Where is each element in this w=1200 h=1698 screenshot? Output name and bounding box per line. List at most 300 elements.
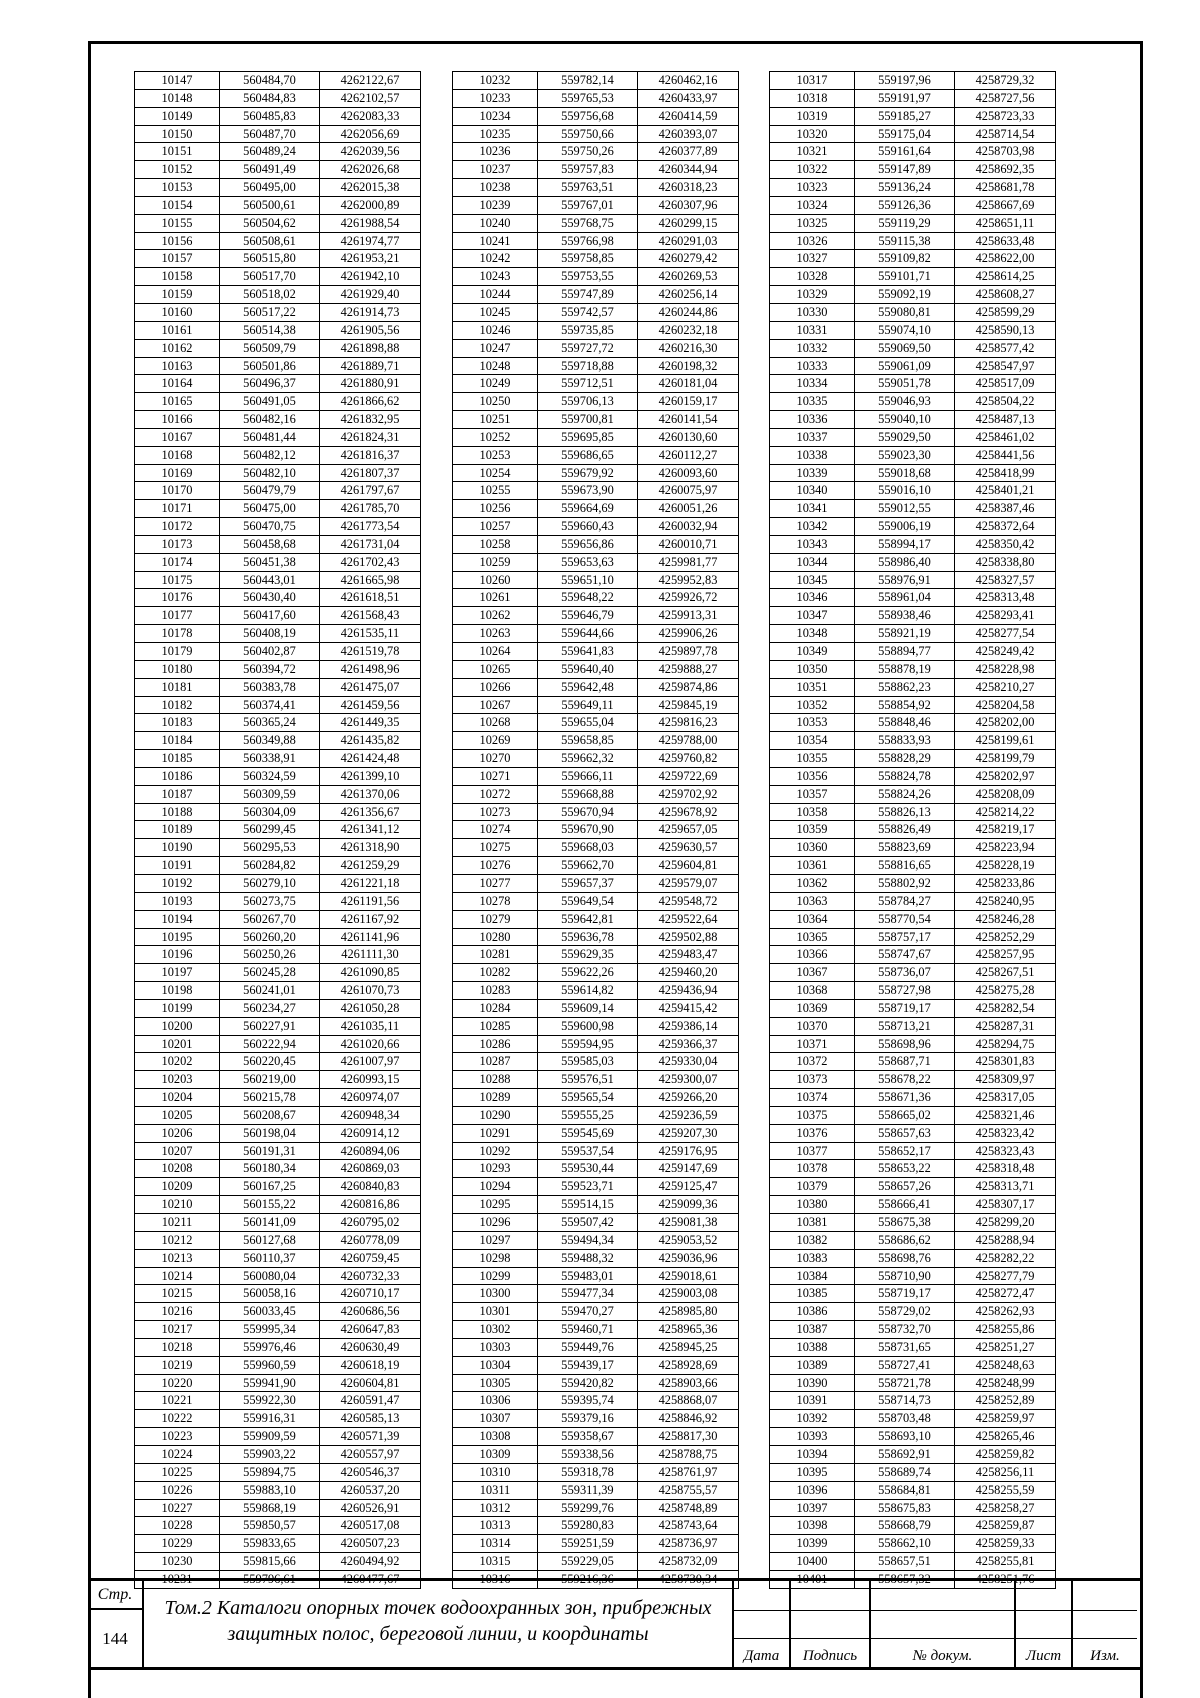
x-coordinate-cell: 558710,90 [855, 1267, 955, 1285]
point-number-cell: 10147 [135, 72, 220, 90]
point-number-cell: 10398 [770, 1517, 855, 1535]
point-number-cell: 10157 [135, 250, 220, 268]
x-coordinate-cell: 559712,51 [538, 375, 638, 393]
table-row [135, 678, 421, 696]
point-number-cell: 10246 [453, 321, 538, 339]
y-coordinate-cell: 4260571,39 [320, 1428, 421, 1446]
y-coordinate-cell: 4258313,71 [955, 1178, 1056, 1196]
x-coordinate-cell: 559115,38 [855, 232, 955, 250]
y-coordinate-cell: 4258248,63 [955, 1356, 1056, 1374]
y-coordinate-cell: 4261535,11 [320, 625, 421, 643]
y-coordinate-cell: 4260232,18 [638, 321, 739, 339]
x-coordinate-cell: 558824,26 [855, 785, 955, 803]
point-number-cell: 10289 [453, 1089, 538, 1107]
x-coordinate-cell: 560260,20 [220, 928, 320, 946]
y-coordinate-cell: 4258255,81 [955, 1553, 1056, 1571]
point-number-cell: 10375 [770, 1106, 855, 1124]
table-row [135, 1392, 421, 1410]
y-coordinate-cell: 4258307,17 [955, 1196, 1056, 1214]
x-coordinate-cell: 559185,27 [855, 107, 955, 125]
y-coordinate-cell: 4261824,31 [320, 428, 421, 446]
point-number-cell: 10154 [135, 196, 220, 214]
y-coordinate-cell: 4260630,49 [320, 1338, 421, 1356]
y-coordinate-cell: 4261020,66 [320, 1035, 421, 1053]
table-row [453, 999, 739, 1017]
x-coordinate-cell: 560430,40 [220, 589, 320, 607]
x-coordinate-cell: 559657,37 [538, 874, 638, 892]
y-coordinate-cell: 4258985,80 [638, 1303, 739, 1321]
point-number-cell: 10331 [770, 321, 855, 339]
x-coordinate-cell: 559662,32 [538, 750, 638, 768]
table-row [453, 214, 739, 232]
y-coordinate-cell: 4259436,94 [638, 982, 739, 1000]
table-row [135, 750, 421, 768]
point-number-cell: 10299 [453, 1267, 538, 1285]
table-row [770, 1142, 1056, 1160]
point-number-cell: 10367 [770, 964, 855, 982]
table-row [135, 946, 421, 964]
point-number-cell: 10219 [135, 1356, 220, 1374]
table-row [135, 607, 421, 625]
table-row [770, 500, 1056, 518]
table-row [135, 1481, 421, 1499]
y-coordinate-cell: 4258259,97 [955, 1410, 1056, 1428]
table-row [770, 1392, 1056, 1410]
table-row [453, 643, 739, 661]
table-row [135, 464, 421, 482]
x-coordinate-cell: 559641,83 [538, 643, 638, 661]
y-coordinate-cell: 4260647,83 [320, 1321, 421, 1339]
y-coordinate-cell: 4261070,73 [320, 982, 421, 1000]
point-number-cell: 10288 [453, 1071, 538, 1089]
y-coordinate-cell: 4261988,54 [320, 214, 421, 232]
point-number-cell: 10347 [770, 607, 855, 625]
x-coordinate-cell: 559600,98 [538, 1017, 638, 1035]
point-number-cell: 10186 [135, 767, 220, 785]
point-number-cell: 10311 [453, 1481, 538, 1499]
y-coordinate-cell: 4258748,89 [638, 1499, 739, 1517]
table-row [770, 339, 1056, 357]
table-row [770, 625, 1056, 643]
table-row [770, 643, 1056, 661]
y-coordinate-cell: 4261341,12 [320, 821, 421, 839]
point-number-cell: 10297 [453, 1231, 538, 1249]
x-coordinate-cell: 559767,01 [538, 196, 638, 214]
y-coordinate-cell: 4260816,86 [320, 1196, 421, 1214]
x-coordinate-cell: 559833,65 [220, 1535, 320, 1553]
page-number: 144 [88, 1610, 144, 1667]
table-row [453, 286, 739, 304]
x-coordinate-cell: 560489,24 [220, 143, 320, 161]
x-coordinate-cell: 559679,92 [538, 464, 638, 482]
y-coordinate-cell: 4261773,54 [320, 518, 421, 536]
table-row [453, 607, 739, 625]
y-coordinate-cell: 4258318,48 [955, 1160, 1056, 1178]
table-row [135, 1445, 421, 1463]
y-coordinate-cell: 4259816,23 [638, 714, 739, 732]
table-row [453, 1392, 739, 1410]
point-number-cell: 10232 [453, 72, 538, 90]
point-number-cell: 10379 [770, 1178, 855, 1196]
x-coordinate-cell: 559477,34 [538, 1285, 638, 1303]
table-row [135, 1071, 421, 1089]
y-coordinate-cell: 4259657,05 [638, 821, 739, 839]
point-number-cell: 10227 [135, 1499, 220, 1517]
x-coordinate-cell: 560417,60 [220, 607, 320, 625]
point-number-cell: 10208 [135, 1160, 220, 1178]
point-number-cell: 10377 [770, 1142, 855, 1160]
point-number-cell: 10191 [135, 857, 220, 875]
point-number-cell: 10360 [770, 839, 855, 857]
table-row [453, 946, 739, 964]
y-coordinate-cell: 4260414,59 [638, 107, 739, 125]
y-coordinate-cell: 4259330,04 [638, 1053, 739, 1071]
point-number-cell: 10199 [135, 999, 220, 1017]
x-coordinate-cell: 558698,76 [855, 1249, 955, 1267]
point-number-cell: 10332 [770, 339, 855, 357]
table-row [770, 553, 1056, 571]
x-coordinate-cell: 560155,22 [220, 1196, 320, 1214]
table-row [135, 1249, 421, 1267]
table-row [135, 857, 421, 875]
point-number-cell: 10155 [135, 214, 220, 232]
y-coordinate-cell: 4258204,58 [955, 696, 1056, 714]
point-number-cell: 10298 [453, 1249, 538, 1267]
table-row [770, 518, 1056, 536]
y-coordinate-cell: 4258210,27 [955, 678, 1056, 696]
x-coordinate-cell: 558770,54 [855, 910, 955, 928]
x-coordinate-cell: 559594,95 [538, 1035, 638, 1053]
y-coordinate-cell: 4261785,70 [320, 500, 421, 518]
table-row [135, 428, 421, 446]
y-coordinate-cell: 4260112,27 [638, 446, 739, 464]
point-number-cell: 10230 [135, 1553, 220, 1571]
table-row [770, 874, 1056, 892]
table-row [453, 1124, 739, 1142]
table-row [770, 89, 1056, 107]
table-row [770, 767, 1056, 785]
y-coordinate-cell: 4262039,56 [320, 143, 421, 161]
table-row [770, 1499, 1056, 1517]
y-coordinate-cell: 4260759,45 [320, 1249, 421, 1267]
x-coordinate-cell: 558692,91 [855, 1445, 955, 1463]
point-number-cell: 10378 [770, 1160, 855, 1178]
table-row [135, 161, 421, 179]
point-number-cell: 10166 [135, 411, 220, 429]
point-number-cell: 10149 [135, 107, 220, 125]
y-coordinate-cell: 4258248,99 [955, 1374, 1056, 1392]
x-coordinate-cell: 559046,93 [855, 393, 955, 411]
y-coordinate-cell: 4258928,69 [638, 1356, 739, 1374]
x-coordinate-cell: 558675,83 [855, 1499, 955, 1517]
point-number-cell: 10393 [770, 1428, 855, 1446]
y-coordinate-cell: 4262015,38 [320, 179, 421, 197]
y-coordinate-cell: 4258965,36 [638, 1321, 739, 1339]
y-coordinate-cell: 4258259,33 [955, 1535, 1056, 1553]
table-row [770, 1178, 1056, 1196]
table-row [770, 1285, 1056, 1303]
y-coordinate-cell: 4258327,57 [955, 571, 1056, 589]
y-coordinate-cell: 4260344,94 [638, 161, 739, 179]
y-coordinate-cell: 4260244,86 [638, 303, 739, 321]
point-number-cell: 10248 [453, 357, 538, 375]
x-coordinate-cell: 559470,27 [538, 1303, 638, 1321]
point-number-cell: 10252 [453, 428, 538, 446]
y-coordinate-cell: 4260075,97 [638, 482, 739, 500]
table-row [453, 303, 739, 321]
y-coordinate-cell: 4260710,17 [320, 1285, 421, 1303]
point-number-cell: 10381 [770, 1214, 855, 1232]
y-coordinate-cell: 4259548,72 [638, 892, 739, 910]
x-coordinate-cell: 559646,79 [538, 607, 638, 625]
point-number-cell: 10224 [135, 1445, 220, 1463]
y-coordinate-cell: 4258504,22 [955, 393, 1056, 411]
point-number-cell: 10372 [770, 1053, 855, 1071]
x-coordinate-cell: 559023,30 [855, 446, 955, 464]
table-row [453, 714, 739, 732]
point-number-cell: 10272 [453, 785, 538, 803]
y-coordinate-cell: 4258293,41 [955, 607, 1056, 625]
table-row [135, 1303, 421, 1321]
point-number-cell: 10396 [770, 1481, 855, 1499]
table-row [453, 1071, 739, 1089]
x-coordinate-cell: 558986,40 [855, 553, 955, 571]
y-coordinate-cell: 4258338,80 [955, 553, 1056, 571]
y-coordinate-cell: 4258249,42 [955, 643, 1056, 661]
table-row [453, 874, 739, 892]
x-coordinate-cell: 559507,42 [538, 1214, 638, 1232]
x-coordinate-cell: 558713,21 [855, 1017, 955, 1035]
table-row [453, 464, 739, 482]
point-number-cell: 10190 [135, 839, 220, 857]
point-number-cell: 10229 [135, 1535, 220, 1553]
table-row [453, 107, 739, 125]
y-coordinate-cell: 4259874,86 [638, 678, 739, 696]
point-number-cell: 10318 [770, 89, 855, 107]
point-number-cell: 10335 [770, 393, 855, 411]
y-coordinate-cell: 4261435,82 [320, 732, 421, 750]
x-coordinate-cell: 559080,81 [855, 303, 955, 321]
x-coordinate-cell: 558894,77 [855, 643, 955, 661]
x-coordinate-cell: 560349,88 [220, 732, 320, 750]
x-coordinate-cell: 560491,49 [220, 161, 320, 179]
table-row [453, 928, 739, 946]
x-coordinate-cell: 559514,15 [538, 1196, 638, 1214]
point-number-cell: 10201 [135, 1035, 220, 1053]
y-coordinate-cell: 4258817,30 [638, 1428, 739, 1446]
y-coordinate-cell: 4261050,28 [320, 999, 421, 1017]
point-number-cell: 10184 [135, 732, 220, 750]
point-number-cell: 10395 [770, 1463, 855, 1481]
point-number-cell: 10342 [770, 518, 855, 536]
point-number-cell: 10174 [135, 553, 220, 571]
y-coordinate-cell: 4258667,69 [955, 196, 1056, 214]
x-coordinate-cell: 558671,36 [855, 1089, 955, 1107]
point-number-cell: 10226 [135, 1481, 220, 1499]
y-coordinate-cell: 4261318,90 [320, 839, 421, 857]
table-row [135, 1214, 421, 1232]
point-number-cell: 10211 [135, 1214, 220, 1232]
point-number-cell: 10399 [770, 1535, 855, 1553]
table-row [135, 999, 421, 1017]
point-number-cell: 10179 [135, 643, 220, 661]
y-coordinate-cell: 4260517,08 [320, 1517, 421, 1535]
x-coordinate-cell: 560234,27 [220, 999, 320, 1017]
y-coordinate-cell: 4258577,42 [955, 339, 1056, 357]
x-coordinate-cell: 559706,13 [538, 393, 638, 411]
y-coordinate-cell: 4259630,57 [638, 839, 739, 857]
table-row [770, 446, 1056, 464]
table-row [453, 179, 739, 197]
point-number-cell: 10306 [453, 1392, 538, 1410]
x-coordinate-cell: 560470,75 [220, 518, 320, 536]
table-row [453, 892, 739, 910]
table-row [453, 428, 739, 446]
point-number-cell: 10336 [770, 411, 855, 429]
table-row [453, 589, 739, 607]
table-row [453, 1196, 739, 1214]
table-row [135, 250, 421, 268]
point-number-cell: 10354 [770, 732, 855, 750]
y-coordinate-cell: 4260993,15 [320, 1071, 421, 1089]
x-coordinate-cell: 560482,16 [220, 411, 320, 429]
point-number-cell: 10344 [770, 553, 855, 571]
x-coordinate-cell: 560501,86 [220, 357, 320, 375]
table-row [453, 250, 739, 268]
point-number-cell: 10239 [453, 196, 538, 214]
y-coordinate-cell: 4258313,48 [955, 589, 1056, 607]
y-coordinate-cell: 4262026,68 [320, 161, 421, 179]
y-coordinate-cell: 4261141,96 [320, 928, 421, 946]
y-coordinate-cell: 4258755,57 [638, 1481, 739, 1499]
table-row [135, 1499, 421, 1517]
y-coordinate-cell: 4258868,07 [638, 1392, 739, 1410]
y-coordinate-cell: 4261797,67 [320, 482, 421, 500]
point-number-cell: 10316 [453, 1570, 538, 1588]
x-coordinate-cell: 558678,22 [855, 1071, 955, 1089]
table-row [453, 1160, 739, 1178]
point-number-cell: 10280 [453, 928, 538, 946]
point-number-cell: 10258 [453, 535, 538, 553]
point-number-cell: 10218 [135, 1338, 220, 1356]
table-row [453, 1106, 739, 1124]
table-row [135, 232, 421, 250]
point-number-cell: 10370 [770, 1017, 855, 1035]
y-coordinate-cell: 4261356,67 [320, 803, 421, 821]
point-number-cell: 10345 [770, 571, 855, 589]
x-coordinate-cell: 559894,75 [220, 1463, 320, 1481]
point-number-cell: 10349 [770, 643, 855, 661]
point-number-cell: 10284 [453, 999, 538, 1017]
y-coordinate-cell: 4260604,81 [320, 1374, 421, 1392]
y-coordinate-cell: 4258259,87 [955, 1517, 1056, 1535]
table-row [770, 161, 1056, 179]
point-number-cell: 10221 [135, 1392, 220, 1410]
x-coordinate-cell: 558698,96 [855, 1035, 955, 1053]
point-number-cell: 10291 [453, 1124, 538, 1142]
point-number-cell: 10177 [135, 607, 220, 625]
table-row [135, 1374, 421, 1392]
point-number-cell: 10305 [453, 1374, 538, 1392]
point-number-cell: 10389 [770, 1356, 855, 1374]
table-row [770, 1445, 1056, 1463]
y-coordinate-cell: 4261449,35 [320, 714, 421, 732]
table-row [135, 571, 421, 589]
x-coordinate-cell: 558823,69 [855, 839, 955, 857]
x-coordinate-cell: 559642,81 [538, 910, 638, 928]
table-row [135, 321, 421, 339]
table-row [453, 161, 739, 179]
y-coordinate-cell: 4259483,47 [638, 946, 739, 964]
table-row [453, 500, 739, 518]
table-row [135, 303, 421, 321]
point-number-cell: 10308 [453, 1428, 538, 1446]
point-number-cell: 10196 [135, 946, 220, 964]
x-coordinate-cell: 560495,00 [220, 179, 320, 197]
point-number-cell: 10156 [135, 232, 220, 250]
y-coordinate-cell: 4259502,88 [638, 928, 739, 946]
x-coordinate-cell: 559644,66 [538, 625, 638, 643]
x-coordinate-cell: 559420,82 [538, 1374, 638, 1392]
x-coordinate-cell: 559766,98 [538, 232, 638, 250]
table-row [135, 446, 421, 464]
x-coordinate-cell: 558727,41 [855, 1356, 955, 1374]
table-row [135, 1178, 421, 1196]
x-coordinate-cell: 559018,68 [855, 464, 955, 482]
y-coordinate-cell: 4258257,95 [955, 946, 1056, 964]
point-number-cell: 10386 [770, 1303, 855, 1321]
x-coordinate-cell: 560304,09 [220, 803, 320, 821]
table-row [135, 72, 421, 90]
x-coordinate-cell: 559750,26 [538, 143, 638, 161]
point-number-cell: 10193 [135, 892, 220, 910]
y-coordinate-cell: 4258372,64 [955, 518, 1056, 536]
table-row [135, 553, 421, 571]
x-coordinate-cell: 560402,87 [220, 643, 320, 661]
x-coordinate-cell: 560451,38 [220, 553, 320, 571]
y-coordinate-cell: 4258255,59 [955, 1481, 1056, 1499]
point-number-cell: 10350 [770, 660, 855, 678]
x-coordinate-cell: 559280,83 [538, 1517, 638, 1535]
table-row [770, 999, 1056, 1017]
point-number-cell: 10279 [453, 910, 538, 928]
x-coordinate-cell: 560208,67 [220, 1106, 320, 1124]
point-number-cell: 10355 [770, 750, 855, 768]
y-coordinate-cell: 4259266,20 [638, 1089, 739, 1107]
table-row [135, 732, 421, 750]
x-coordinate-cell: 558833,93 [855, 732, 955, 750]
table-row [770, 1071, 1056, 1089]
table-row [453, 857, 739, 875]
x-coordinate-cell: 559119,29 [855, 214, 955, 232]
x-coordinate-cell: 560482,10 [220, 464, 320, 482]
y-coordinate-cell: 4258228,98 [955, 660, 1056, 678]
table-row [770, 1321, 1056, 1339]
y-coordinate-cell: 4258288,94 [955, 1231, 1056, 1249]
point-number-cell: 10357 [770, 785, 855, 803]
x-coordinate-cell: 559753,55 [538, 268, 638, 286]
point-number-cell: 10254 [453, 464, 538, 482]
date-column [734, 1581, 791, 1667]
point-number-cell: 10301 [453, 1303, 538, 1321]
table-row [135, 767, 421, 785]
y-coordinate-cell: 4260433,97 [638, 89, 739, 107]
table-row [770, 411, 1056, 429]
point-number-cell: 10180 [135, 660, 220, 678]
table-row [453, 1356, 739, 1374]
y-coordinate-cell: 4261370,06 [320, 785, 421, 803]
table-row [453, 1553, 739, 1571]
